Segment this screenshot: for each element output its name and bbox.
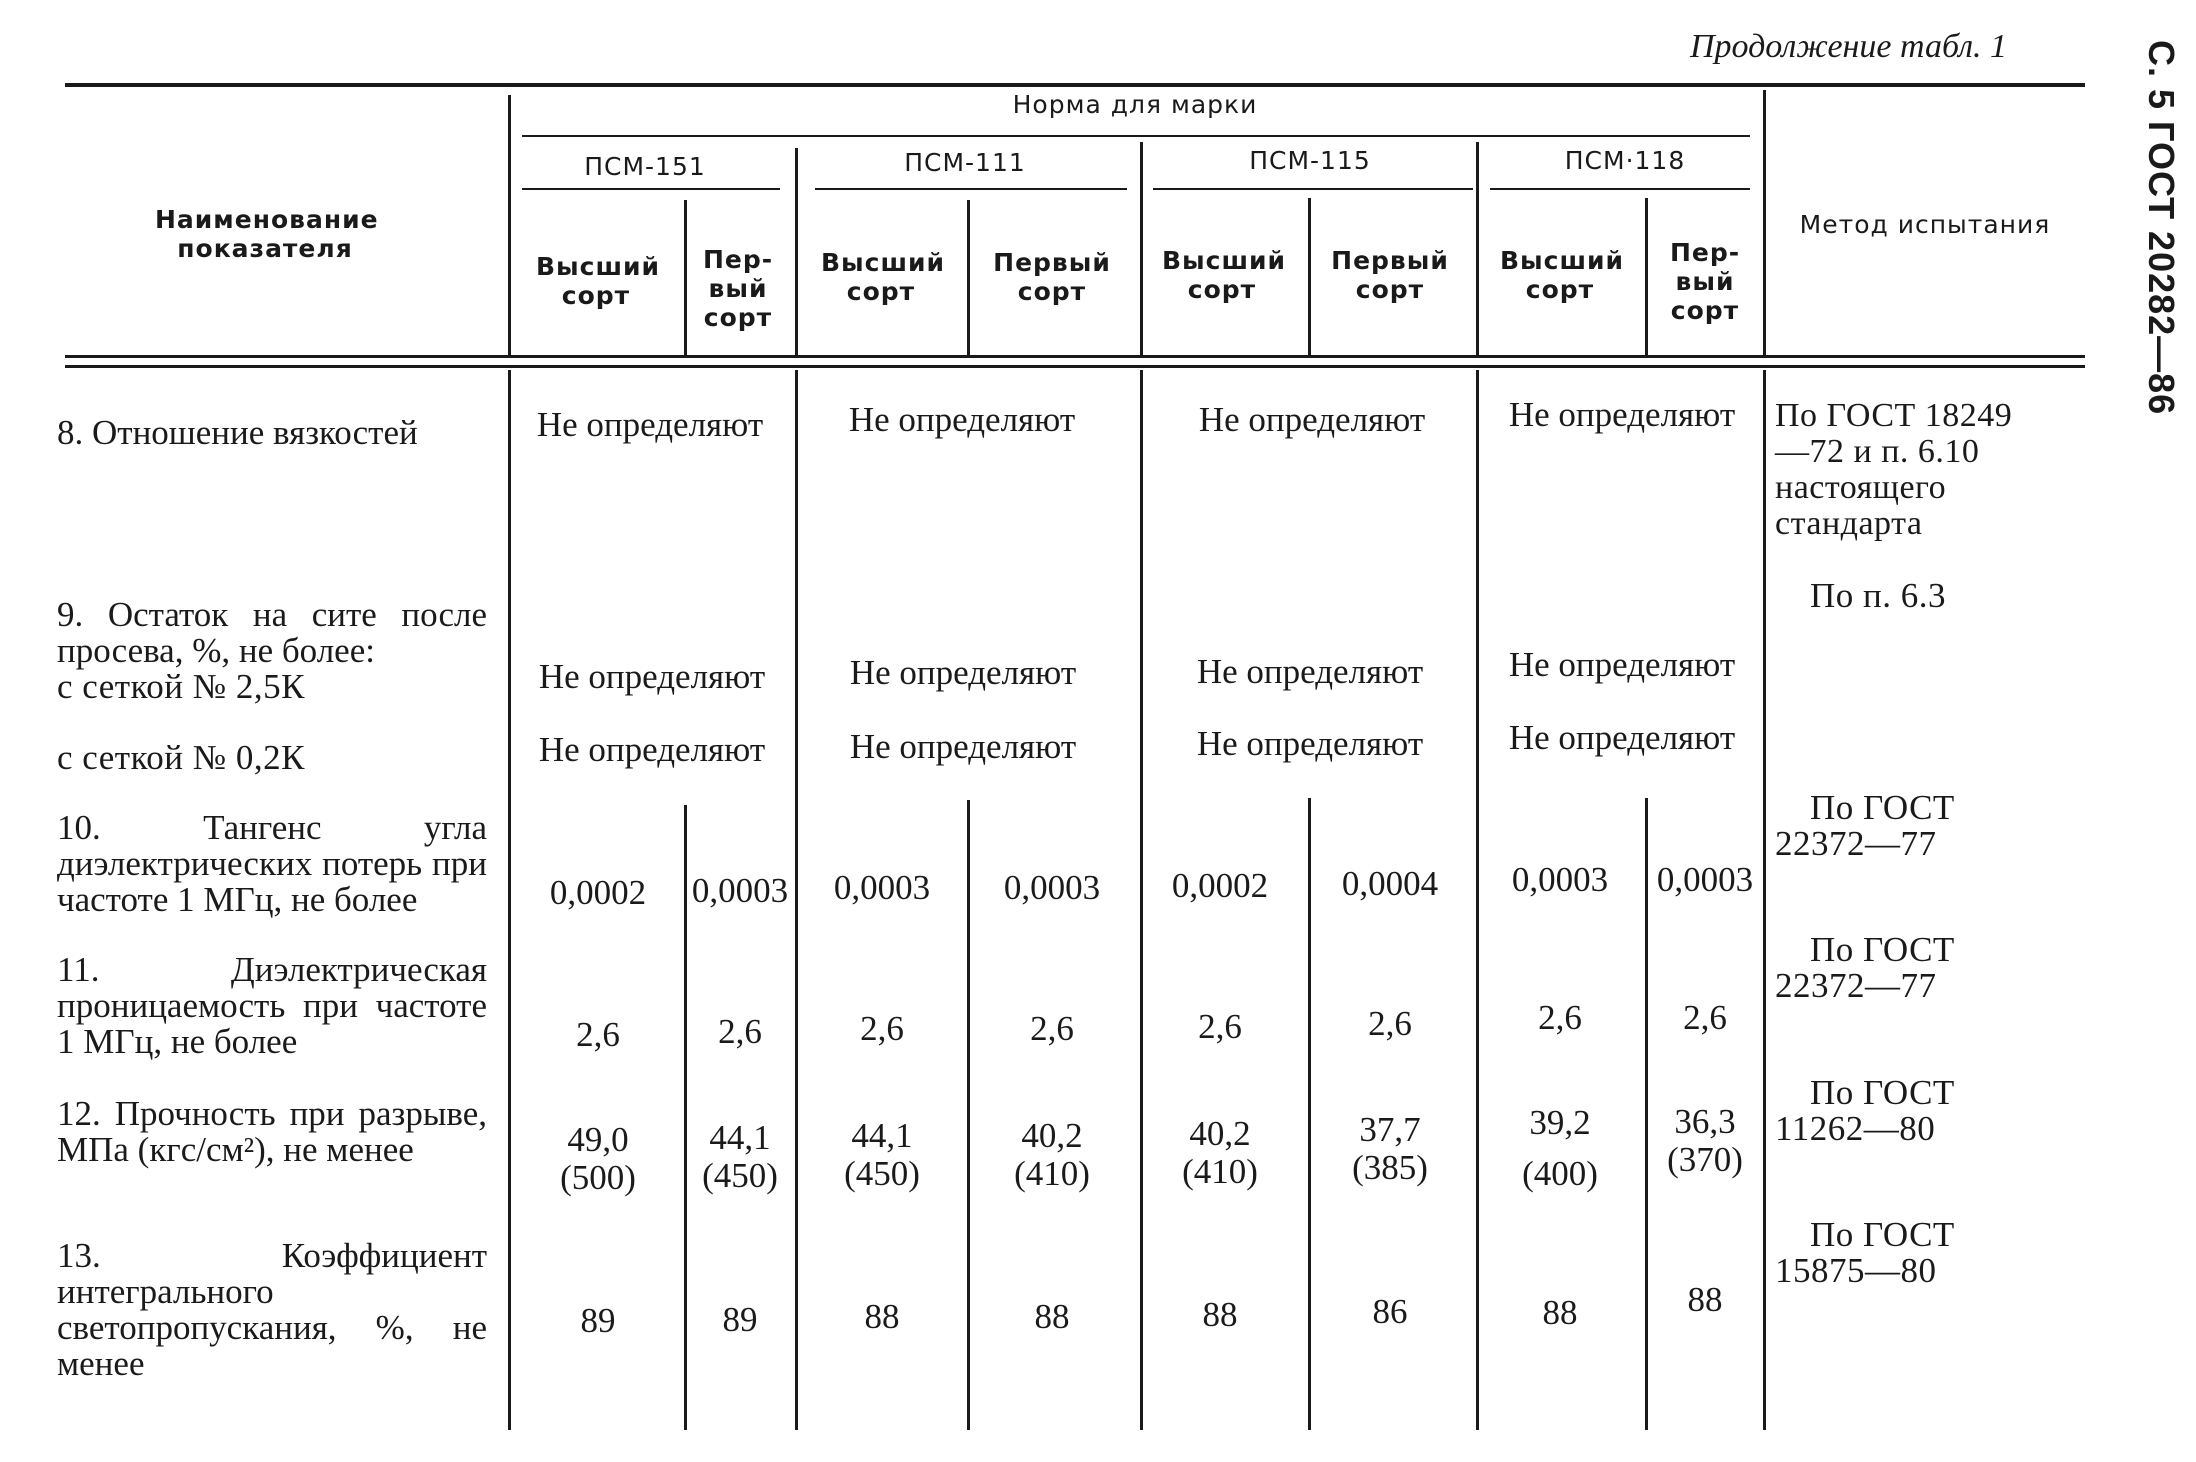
value-cell: Не определяют <box>849 727 1077 766</box>
row-name: 10. Тангенс угла диэлектрических потерь при частоте 1 МГц, не более <box>57 808 487 919</box>
value-cell: (410) <box>1182 1152 1258 1191</box>
value-cell: 0,0003 <box>1511 860 1609 899</box>
header-bottom-rule <box>65 355 2085 358</box>
header-bottom-rule-2 <box>65 365 2085 368</box>
col-method-header: Метод испытания <box>1799 210 2051 239</box>
value-cell: (370) <box>1667 1140 1743 1179</box>
sub-divider <box>967 200 970 355</box>
sub-divider <box>1645 798 1648 1430</box>
value-cell: 2,6 <box>1683 998 1727 1037</box>
sort-header: Пер-вый сорт <box>1670 238 1741 325</box>
value-cell: (500) <box>560 1158 636 1197</box>
value-cell: 36,3 <box>1674 1102 1736 1141</box>
value-cell: 39,2 <box>1529 1103 1591 1142</box>
value-cell: 2,6 <box>1538 998 1582 1037</box>
value-cell: 2,6 <box>1368 1004 1412 1043</box>
value-cell: (385) <box>1352 1148 1428 1187</box>
value-cell: 0,0003 <box>1656 860 1754 899</box>
value-cell: 89 <box>580 1301 616 1340</box>
value-cell: Не определяют <box>1196 652 1424 691</box>
sub-divider <box>967 800 970 1430</box>
row-subname: с сеткой № 0,2К <box>57 738 306 777</box>
value-cell: Не определяют <box>1198 400 1426 439</box>
value-cell: 40,2 <box>1021 1116 1083 1155</box>
grade-header: ПСМ-151 <box>584 152 706 181</box>
value-cell: Не определяют <box>1196 724 1424 763</box>
value-cell: 86 <box>1372 1292 1408 1331</box>
sub-divider <box>684 200 687 355</box>
value-cell: Не определяют <box>1508 718 1736 757</box>
sort-header: Первый сорт <box>1331 246 1449 304</box>
value-cell: 2,6 <box>718 1012 762 1051</box>
sub-divider <box>1308 198 1311 355</box>
value-cell: 88 <box>864 1297 900 1336</box>
value-cell: 2,6 <box>576 1015 620 1054</box>
method-cell: По ГОСТ 22372—77 <box>1775 930 1955 1005</box>
sort-header: Высший сорт <box>821 248 946 306</box>
value-cell: 2,6 <box>860 1009 904 1048</box>
value-cell: (450) <box>702 1156 778 1195</box>
value-cell: 37,7 <box>1359 1110 1421 1149</box>
value-cell: 88 <box>1687 1280 1723 1319</box>
value-cell: (400) <box>1522 1154 1598 1193</box>
method-cell: По п. 6.3 <box>1810 576 1947 615</box>
col-indicator-header: Наименование показателя <box>155 205 379 263</box>
value-cell: Не определяют <box>848 400 1076 439</box>
value-cell: 0,0003 <box>1003 868 1101 907</box>
table-top-rule <box>65 83 2085 87</box>
grade-header: ПСМ·118 <box>1564 146 1686 175</box>
col-divider <box>795 148 798 355</box>
value-cell: 89 <box>722 1300 758 1339</box>
side-label: С. 5 ГОСТ 20282—86 <box>2141 40 2182 416</box>
value-cell: 88 <box>1202 1295 1238 1334</box>
page-header: Продолжение табл. 1 <box>1690 28 2008 65</box>
value-cell: Не определяют <box>538 730 766 769</box>
row-name: 11. Диэлектрическая проницаемость при частоте 1 МГц, не более <box>57 950 487 1061</box>
value-cell: 0,0003 <box>691 871 789 910</box>
method-cell: По ГОСТ 22372—77 <box>1775 788 1955 863</box>
row-name: 9. Остаток на сите после просева, %, не более: <box>57 595 487 670</box>
col-norm-header: Норма для марки <box>1012 90 1258 119</box>
value-cell: 49,0 <box>567 1120 629 1159</box>
col-divider <box>508 370 511 1430</box>
method-cell: По ГОСТ 15875—80 <box>1775 1215 1955 1290</box>
col-divider <box>508 95 511 355</box>
grade-rule-2 <box>815 188 1127 190</box>
sub-divider <box>1645 198 1648 355</box>
value-cell: 88 <box>1034 1297 1070 1336</box>
grade-header: ПСМ-111 <box>904 148 1026 177</box>
value-cell: 40,2 <box>1189 1114 1251 1153</box>
grade-rule-4 <box>1490 188 1750 190</box>
value-cell: 44,1 <box>709 1118 771 1157</box>
value-cell: (450) <box>844 1154 920 1193</box>
value-cell: 0,0003 <box>833 868 931 907</box>
method-cell: По ГОСТ 11262—80 <box>1775 1073 1955 1148</box>
col-divider <box>1763 90 1766 355</box>
value-cell: 0,0002 <box>1171 866 1269 905</box>
row-name: 12. Прочность при разрыве, МПа (кгс/см²), не менее <box>57 1094 487 1169</box>
value-cell: Не определяют <box>1508 645 1736 684</box>
value-cell: 2,6 <box>1198 1007 1242 1046</box>
col-divider <box>1476 370 1479 1430</box>
grade-header: ПСМ-115 <box>1249 146 1371 175</box>
col-divider <box>1476 142 1479 355</box>
value-cell: 0,0004 <box>1341 864 1439 903</box>
col-divider <box>795 370 798 1430</box>
norm-rule <box>522 135 1750 137</box>
sort-header: Пер-вый сорт <box>703 245 774 332</box>
value-cell: (410) <box>1014 1154 1090 1193</box>
value-cell: 44,1 <box>851 1116 913 1155</box>
row-name: 8. Отношение вязкостей <box>57 413 418 452</box>
col-divider <box>1140 370 1143 1430</box>
sort-header: Высший сорт <box>1162 246 1287 304</box>
value-cell: Не определяют <box>1508 395 1736 434</box>
sub-divider <box>684 805 687 1430</box>
method-cell: По ГОСТ 18249—72 и п. 6.10 настоящего стандарта <box>1775 397 2013 542</box>
value-cell: Не определяют <box>849 653 1077 692</box>
row-subname: с сеткой № 2,5К <box>57 667 306 706</box>
col-divider <box>1140 142 1143 355</box>
row-name: 13. Коэффициент интегрального светопропускания, %, не менее <box>57 1236 487 1383</box>
grade-rule-3 <box>1153 188 1473 190</box>
value-cell: 88 <box>1542 1293 1578 1332</box>
value-cell: 2,6 <box>1030 1009 1074 1048</box>
grade-rule-1 <box>522 188 780 190</box>
col-divider <box>1763 370 1766 1430</box>
value-cell: Не определяют <box>536 405 764 444</box>
sort-header: Высший сорт <box>536 252 661 310</box>
value-cell: 0,0002 <box>549 873 647 912</box>
sort-header: Высший сорт <box>1500 246 1625 304</box>
value-cell: Не определяют <box>538 657 766 696</box>
sort-header: Первый сорт <box>993 248 1111 306</box>
sub-divider <box>1308 798 1311 1430</box>
